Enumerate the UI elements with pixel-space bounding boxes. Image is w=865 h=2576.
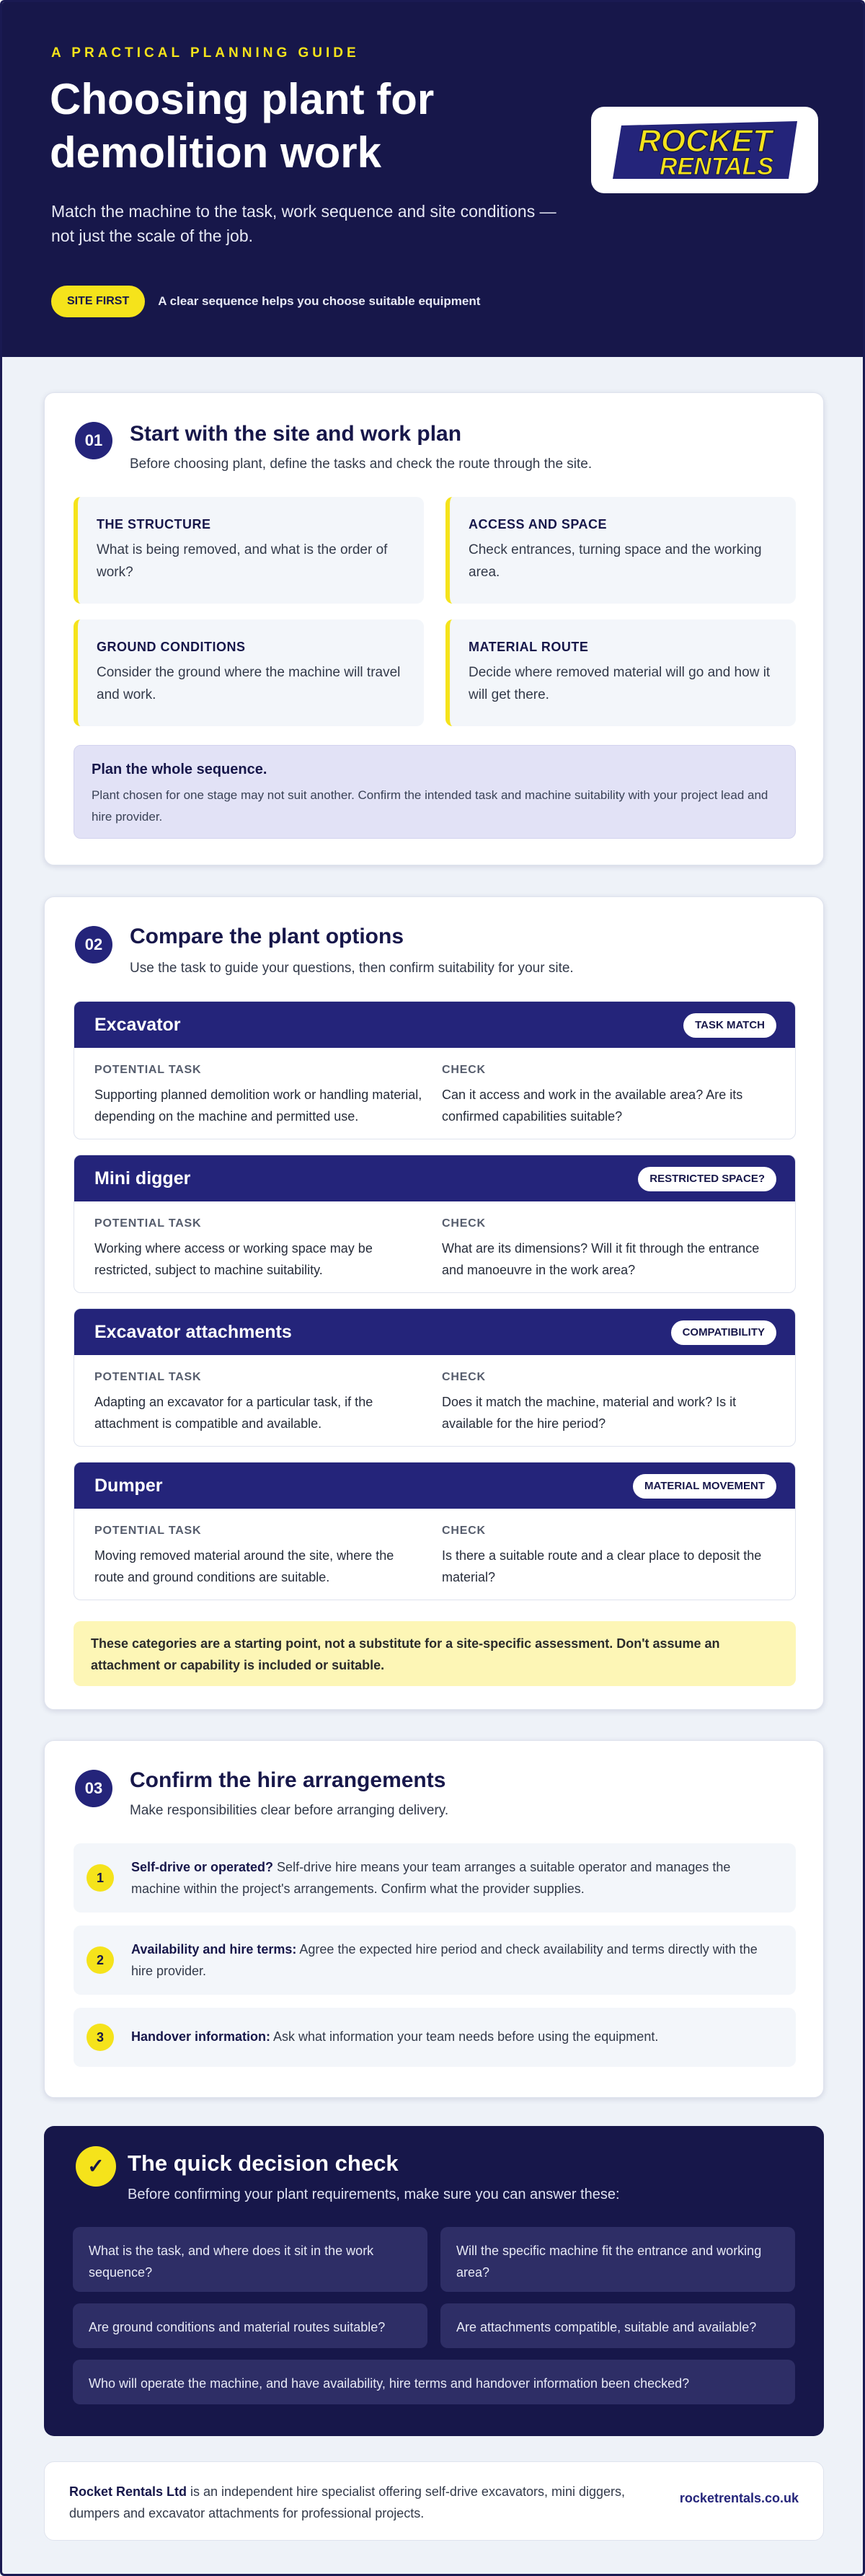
plant-tag: MATERIAL MOVEMENT <box>633 1474 776 1499</box>
quick-decision-check <box>44 2126 824 2436</box>
quick-check-title: The quick decision check <box>128 2151 399 2176</box>
question-item: What is the task, and where does it sit in the work sequence? <box>73 2227 427 2292</box>
question-item: Are ground conditions and material routes suitable? <box>73 2303 427 2348</box>
plant-name: Dumper <box>94 1476 163 1496</box>
step-handover <box>74 2008 796 2067</box>
section-title: Compare the plant options <box>130 925 404 948</box>
check-text: Is there a suitable route and a clear place to deposit the material? <box>442 1548 762 1584</box>
check-label: CHECK <box>442 1371 486 1383</box>
step-text: Availability and hire terms: Agree the expected hire period and check availability and terms directly with the hire provider. <box>131 1942 758 1978</box>
section-subtitle: Make responsibilities clear before arranging delivery. <box>130 1803 449 1818</box>
check-label: CHECK <box>442 1217 486 1230</box>
section-plant-options <box>44 896 824 1710</box>
step-availability <box>74 1926 796 1995</box>
page-title: Choosing plant for demolition work <box>50 75 435 177</box>
check-label: CHECK <box>442 1064 486 1076</box>
plant-header <box>74 1309 796 1355</box>
check-label: CHECK <box>442 1525 486 1537</box>
section-number: 01 <box>75 422 112 459</box>
tile-heading: ACCESS AND SPACE <box>469 517 608 531</box>
section-number: 03 <box>75 1770 112 1807</box>
section-title: Confirm the hire arrangements <box>130 1768 446 1792</box>
tile-access <box>445 497 796 604</box>
step-number: 1 <box>86 1864 114 1892</box>
tile-structure <box>74 497 424 604</box>
warning-text: These categories are a starting point, not a substitute for a site-specific assessment. Don't assume an attachment or capability is included or suitable. <box>91 1636 720 1672</box>
page-subtitle: Match the machine to the task, work sequence and site conditions — not just the scale of the job. <box>51 202 556 245</box>
question-item: Who will operate the machine, and have availability, hire terms and handover information been checked? <box>73 2360 795 2404</box>
task-label: POTENTIAL TASK <box>94 1525 202 1537</box>
task-text: Working where access or working space may be restricted, subject to machine suitability. <box>94 1241 373 1277</box>
task-text: Supporting planned demolition work or handling material, depending on the machine and permitted use. <box>94 1088 422 1124</box>
pill-caption: A clear sequence helps you choose suitable equipment <box>158 294 481 308</box>
plant-card-dumper <box>74 1462 796 1600</box>
plant-card-mini-digger <box>74 1155 796 1293</box>
note-text: Plant chosen for one stage may not suit another. Confirm the intended task and machine suitability with your project lead and hire provider. <box>92 788 768 824</box>
tile-heading: GROUND CONDITIONS <box>97 640 246 654</box>
section-site-plan <box>44 392 824 865</box>
footer-text: Rocket Rentals Ltd is an independent hire specialist offering self-drive excavators, mini diggers, dumpers and excavator attachments for professional projects. <box>69 2484 626 2520</box>
task-text: Adapting an excavator for a particular task, if the attachment is compatible and available. <box>94 1395 373 1431</box>
step-text: Self-drive or operated? Self-drive hire means your team arranges a suitable operator and manages the machine within the project's arrangements. Confirm what the provider supplies. <box>131 1860 731 1896</box>
tile-material-route <box>445 619 796 726</box>
plant-header <box>74 1463 796 1509</box>
company-name: Rocket Rentals Ltd <box>69 2484 187 2499</box>
tile-text: Check entrances, turning space and the working area. <box>469 542 762 580</box>
tile-heading: THE STRUCTURE <box>97 517 211 531</box>
footer <box>44 2461 824 2541</box>
question-item: Will the specific machine fit the entrance and working area? <box>440 2227 795 2292</box>
plant-tag: TASK MATCH <box>683 1013 776 1038</box>
pill-row <box>51 286 480 317</box>
plant-name: Excavator attachments <box>94 1322 292 1342</box>
plant-name: Excavator <box>94 1015 181 1035</box>
step-self-drive <box>74 1843 796 1913</box>
section-number: 02 <box>75 926 112 963</box>
task-label: POTENTIAL TASK <box>94 1064 202 1076</box>
site-first-badge: SITE FIRST <box>51 286 145 317</box>
task-label: POTENTIAL TASK <box>94 1217 202 1230</box>
step-number: 3 <box>86 2024 114 2051</box>
section-subtitle: Use the task to guide your questions, then confirm suitability for your site. <box>130 961 574 976</box>
website-link[interactable]: rocketrentals.co.uk <box>679 2491 799 2505</box>
check-text: What are its dimensions? Will it fit through the entrance and manoeuvre in the work area? <box>442 1241 760 1277</box>
step-text: Handover information: Ask what information your team needs before using the equipment. <box>131 2029 659 2044</box>
question-item: Are attachments compatible, suitable and available? <box>440 2303 795 2348</box>
quick-check-subtitle: Before confirming your plant requirements, make sure you can answer these: <box>128 2187 620 2202</box>
check-icon: ✓ <box>76 2146 116 2187</box>
section-subtitle: Before choosing plant, define the tasks and check the route through the site. <box>130 456 593 472</box>
sequence-note <box>74 745 796 839</box>
section-hire-arrangements <box>44 1740 824 2098</box>
plant-tag: RESTRICTED SPACE? <box>638 1167 776 1191</box>
check-text: Does it match the machine, material and work? Is it available for the hire period? <box>442 1395 737 1431</box>
tile-text: Consider the ground where the machine will travel and work. <box>97 665 401 702</box>
assessment-warning <box>74 1621 796 1686</box>
note-heading: Plan the whole sequence. <box>92 762 267 777</box>
eyebrow: A PRACTICAL PLANNING GUIDE <box>51 45 360 61</box>
plant-card-attachments <box>74 1308 796 1447</box>
rocket-rentals-logo <box>591 107 818 193</box>
plant-header <box>74 1155 796 1201</box>
check-text: Can it access and work in the available area? Are its confirmed capabilities suitable? <box>442 1088 743 1124</box>
hero-header <box>2 2 865 357</box>
logo-line-1: ROCKET <box>638 123 772 159</box>
tile-text: What is being removed, and what is the order of work? <box>97 542 388 580</box>
task-text: Moving removed material around the site, where the route and ground conditions are suitable. <box>94 1548 394 1584</box>
logo-line-2: RENTALS <box>659 153 774 180</box>
tile-text: Decide where removed material will go and how it will get there. <box>469 665 771 702</box>
plant-tag: COMPATIBILITY <box>671 1320 776 1345</box>
task-label: POTENTIAL TASK <box>94 1371 202 1383</box>
step-number: 2 <box>86 1946 114 1974</box>
section-title: Start with the site and work plan <box>130 422 462 446</box>
plant-name: Mini digger <box>94 1168 191 1188</box>
tile-heading: MATERIAL ROUTE <box>469 640 589 654</box>
plant-header <box>74 1002 796 1048</box>
tile-ground <box>74 619 424 726</box>
plant-card-excavator <box>74 1001 796 1139</box>
